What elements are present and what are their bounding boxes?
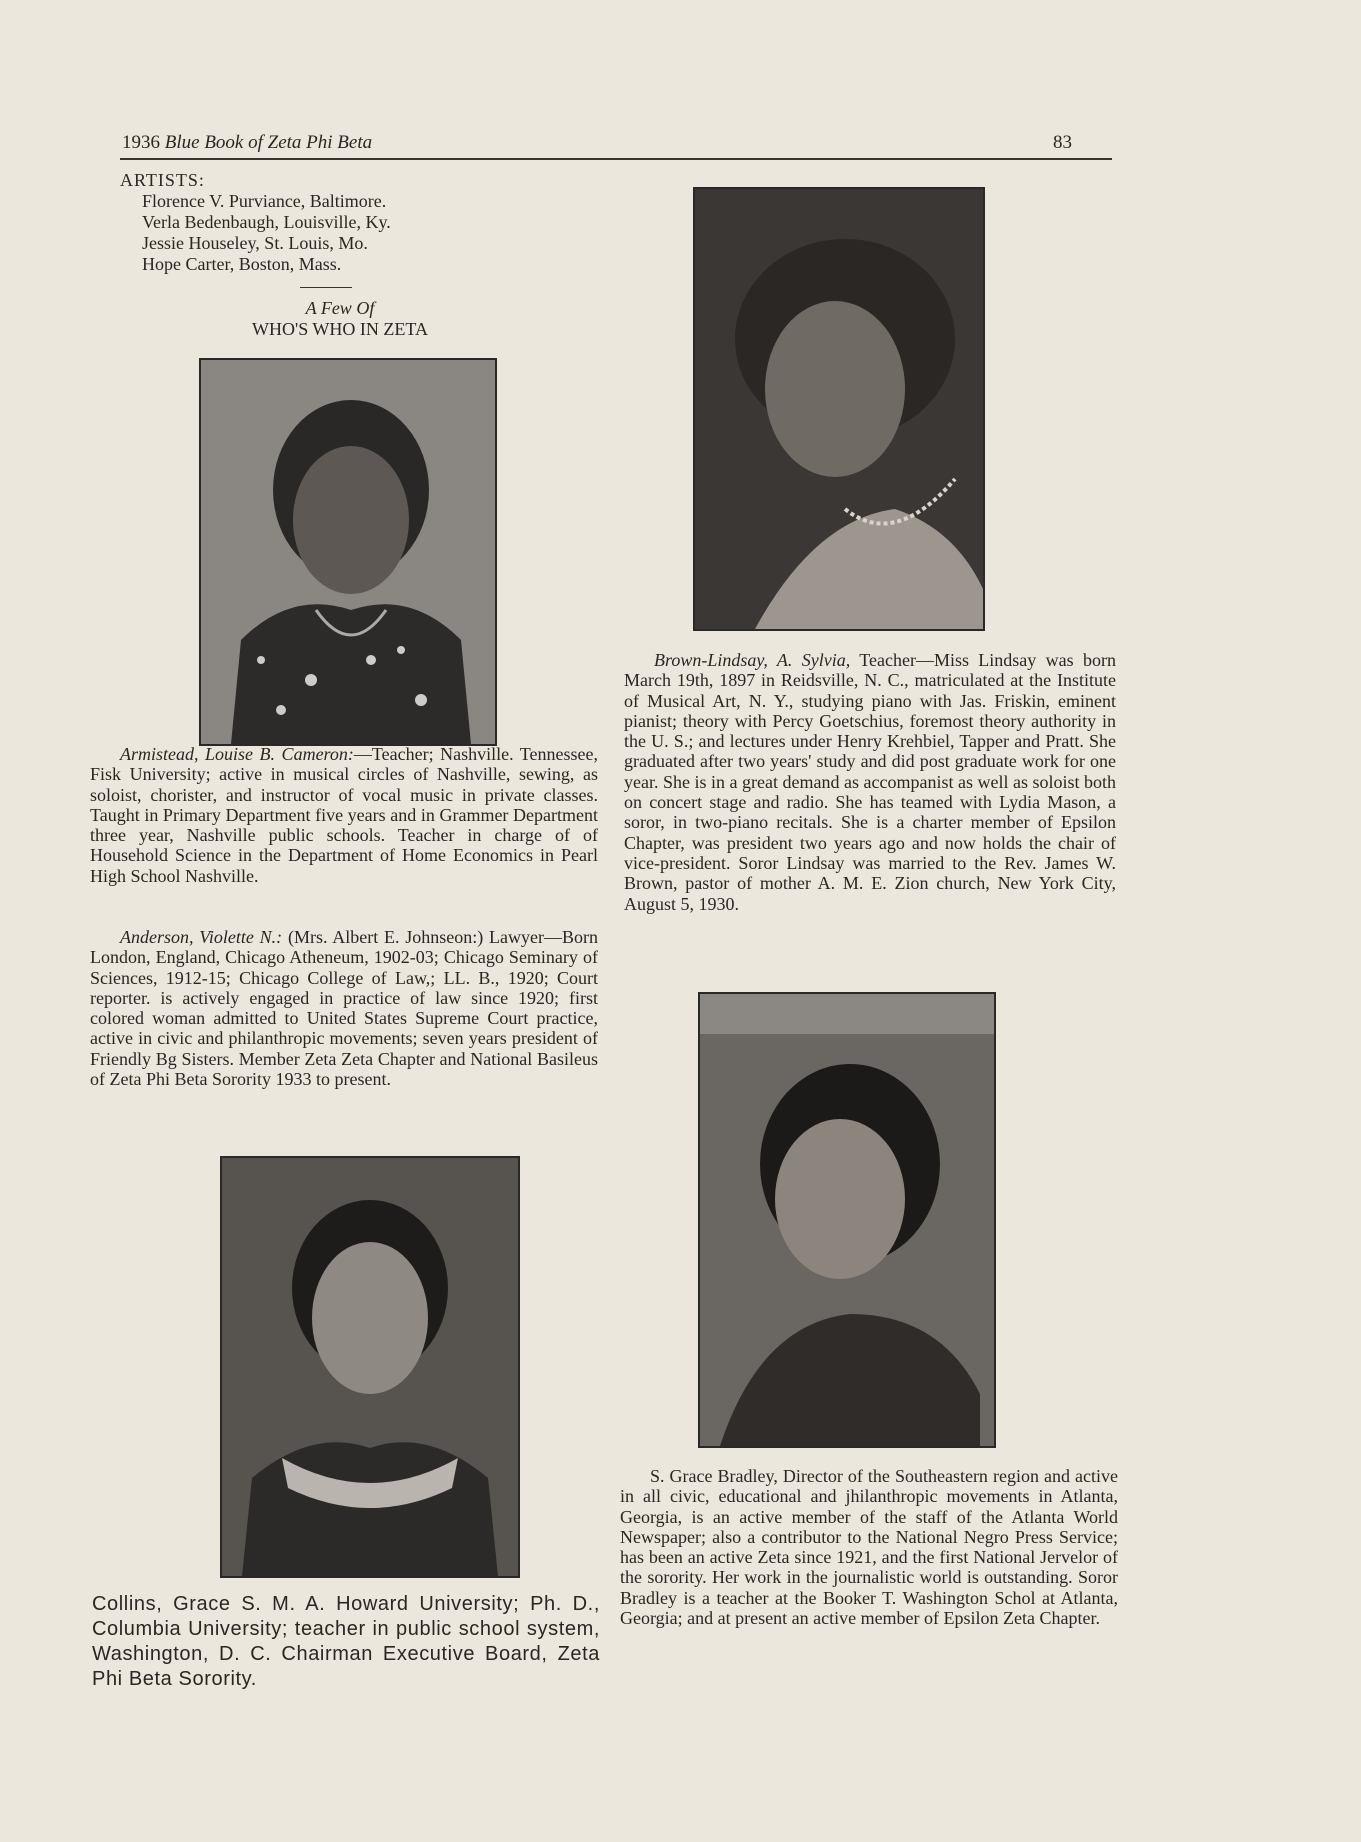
entry-collins: Collins, Grace S. M. A. Howard University; Ph. D., Columbia University; teacher in public school system, Washington, D. C. Chairman Executive Board, Zeta Phi Beta Sorority.	[92, 1593, 600, 1690]
header-title	[122, 132, 372, 154]
artist-item: Hope Carter, Boston, Mass.	[142, 254, 342, 274]
entry-bradley	[620, 1466, 1118, 1628]
entry-text: (Mrs. Albert E. Johnseon:) Lawyer—Born London, England, Chicago Atheneum, 1902-03; Chicago Seminary of Sciences, 1912-15; Chicago College of Law,; LL. B., 1920; Court reporter. is actively engaged in practice of law since 1920; first colored woman admitted to United States Supreme Court practice, active in civic and philanthropic movements; seven years president of Friendly Bg Sisters. Member Zeta Zeta Chapter and National Basileus of Zeta Phi Beta Sorority 1933 to present.	[90, 927, 599, 1090]
entry-text: —Teacher; Nashville. Tennessee, Fisk University; active in musical circles of Nashville, sewing, as soloist, chorister, and instructor of vocal music in private classes. Taught in Primary Department five years and in Grammer Department three year, Nashville public schools. Teacher in charge of of Household Science in the Department of Home Economics in Pearl High School Nashville.	[90, 744, 598, 886]
artist-item: Verla Bedenbaugh, Louisville, Ky.	[142, 212, 391, 232]
entry-text: S. Grace Bradley, Director of the Southeastern region and active in all civic, educational and jhilanthropic movements in Atlanta, Georgia, is an active member of the staff of the Atlanta World Newspaper; also a contributor to the National Negro Press Service; has been an active Zeta since 1921, and the first National Jervelor of the sorority. Her work in the journalistic world is outstanding. Soror Bradley is a teacher at the Booker T. Washington Schol at Atlanta, Georgia; and at present an active member of Epsilon Zeta Chapter.	[620, 1466, 1118, 1629]
entry-armistead	[90, 744, 598, 886]
artist-item: Jessie Houseley, St. Louis, Mo.	[142, 233, 368, 253]
section-heading	[220, 298, 460, 340]
entry-brown-lindsay	[624, 650, 1116, 914]
artists-list	[120, 170, 391, 275]
portrait-bradley	[698, 992, 996, 1448]
entry-name: Armistead, Louise B. Cameron:	[120, 744, 354, 764]
entry-name: Brown-Lindsay, A. Sylvia,	[654, 650, 851, 670]
page-number: 83	[1053, 132, 1072, 153]
section-heading-line2: WHO'S WHO IN ZETA	[252, 319, 428, 339]
entry-anderson	[90, 927, 598, 1089]
entry-name: Anderson, Violette N.:	[120, 927, 283, 947]
header-book-title: Blue Book of Zeta Phi Beta	[164, 132, 373, 153]
artist-item: Florence V. Purviance, Baltimore.	[142, 191, 387, 211]
running-header	[120, 132, 1112, 160]
entry-text: Teacher—Miss Lindsay was born March 19th, 1897 in Reidsville, N. C., matriculated at the Institute of Musical Art, N. Y., studying piano with Jas. Friskin, eminent pianist; theory with Percy Goetschius, foremost theory authority in the U. S.; and lectures under Henry Krehbiel, Tapper and Pratt. She graduated after two years' study and did post graduate work for one year. She is in a great demand as accompanist as well as soloist both on concert stage and radio. She has teamed with Lydia Mason, a soror, in two-piano recitals. She is a charter member of Epsilon Chapter, was president two years ago and now holds the chair of vice-president. Soror Lindsay was married to the Rev. James W. Brown, pastor of mother A. M. E. Zion church, New York City, August 5, 1930.	[624, 650, 1116, 914]
artists-heading: ARTISTS:	[120, 170, 205, 190]
portrait-collins	[220, 1156, 520, 1578]
portrait-armistead	[199, 358, 497, 746]
header-year: 1936	[122, 132, 160, 153]
section-heading-line1: A Few Of	[305, 298, 375, 318]
portrait-brown-lindsay	[693, 187, 985, 631]
divider	[300, 287, 352, 288]
